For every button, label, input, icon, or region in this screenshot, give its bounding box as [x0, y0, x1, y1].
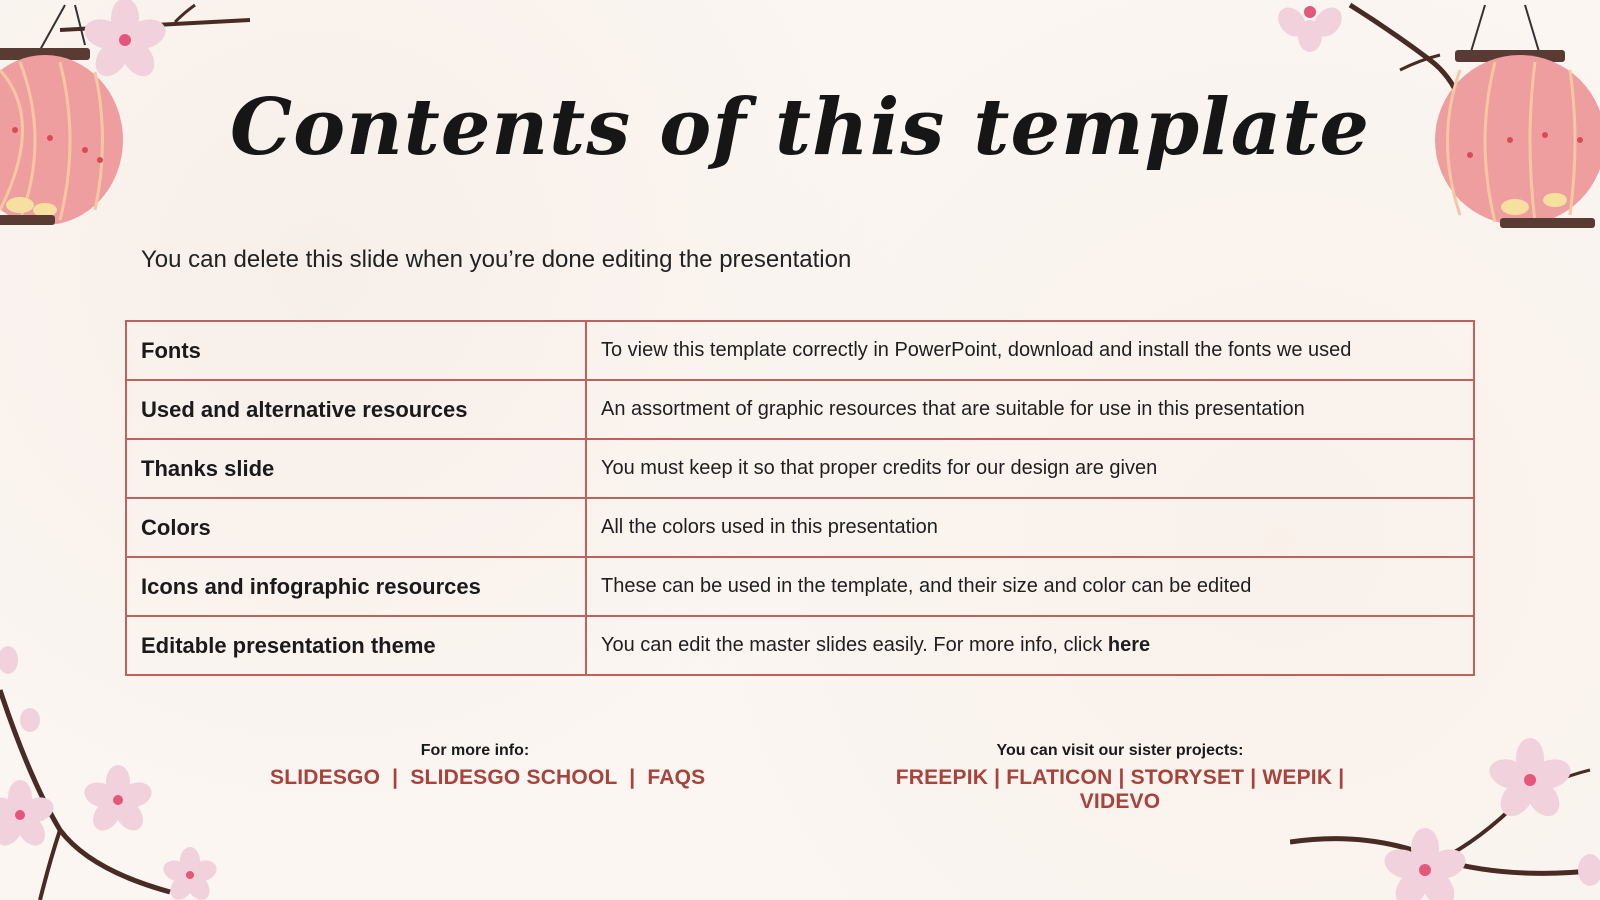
footer-heading: You can visit our sister projects:	[996, 742, 1244, 759]
row-description	[586, 616, 1474, 675]
table-row	[126, 557, 1474, 616]
table-row	[126, 498, 1474, 557]
footer-heading: For more info:	[420, 742, 530, 759]
table-row	[126, 616, 1474, 675]
row-description-text: You can edit the master slides easily. For more info, click	[601, 634, 1108, 656]
row-label: Thanks slide	[126, 439, 586, 498]
row-label: Colors	[126, 498, 586, 557]
cherry-blossom-icon	[1270, 0, 1350, 60]
row-label: Icons and infographic resources	[126, 557, 586, 616]
row-description: An assortment of graphic resources that are suitable for use in this presentation	[586, 380, 1474, 439]
page-subtitle: You can delete this slide when you’re done editing the presentation	[141, 246, 852, 273]
row-label: Used and alternative resources	[126, 380, 586, 439]
table-row	[126, 380, 1474, 439]
footer-links-sister[interactable]: FREEPIK | FLATICON | STORYSET | WEPIK | VIDEVO	[895, 766, 1345, 813]
row-description: These can be used in the template, and their size and color can be edited	[586, 557, 1474, 616]
here-link[interactable]: here	[1107, 634, 1151, 656]
row-label: Fonts	[126, 321, 586, 380]
row-label: Editable presentation theme	[126, 616, 586, 675]
footer-more-info	[270, 742, 706, 790]
footer-sister-projects	[860, 742, 1380, 814]
cherry-blossom-icon	[80, 0, 170, 90]
row-description: You must keep it so that proper credits for our design are given	[586, 439, 1474, 498]
row-description: All the colors used in this presentation	[586, 498, 1474, 557]
footer-links-slidesgo[interactable]: SLIDESGO | SLIDESGO SCHOOL | FAQS	[270, 766, 706, 789]
contents-table	[125, 320, 1475, 676]
table-row	[126, 321, 1474, 380]
row-description: To view this template correctly in PowerPoint, download and install the fonts we used	[586, 321, 1474, 380]
table-row	[126, 439, 1474, 498]
page-title: Contents of this template	[229, 82, 1370, 173]
